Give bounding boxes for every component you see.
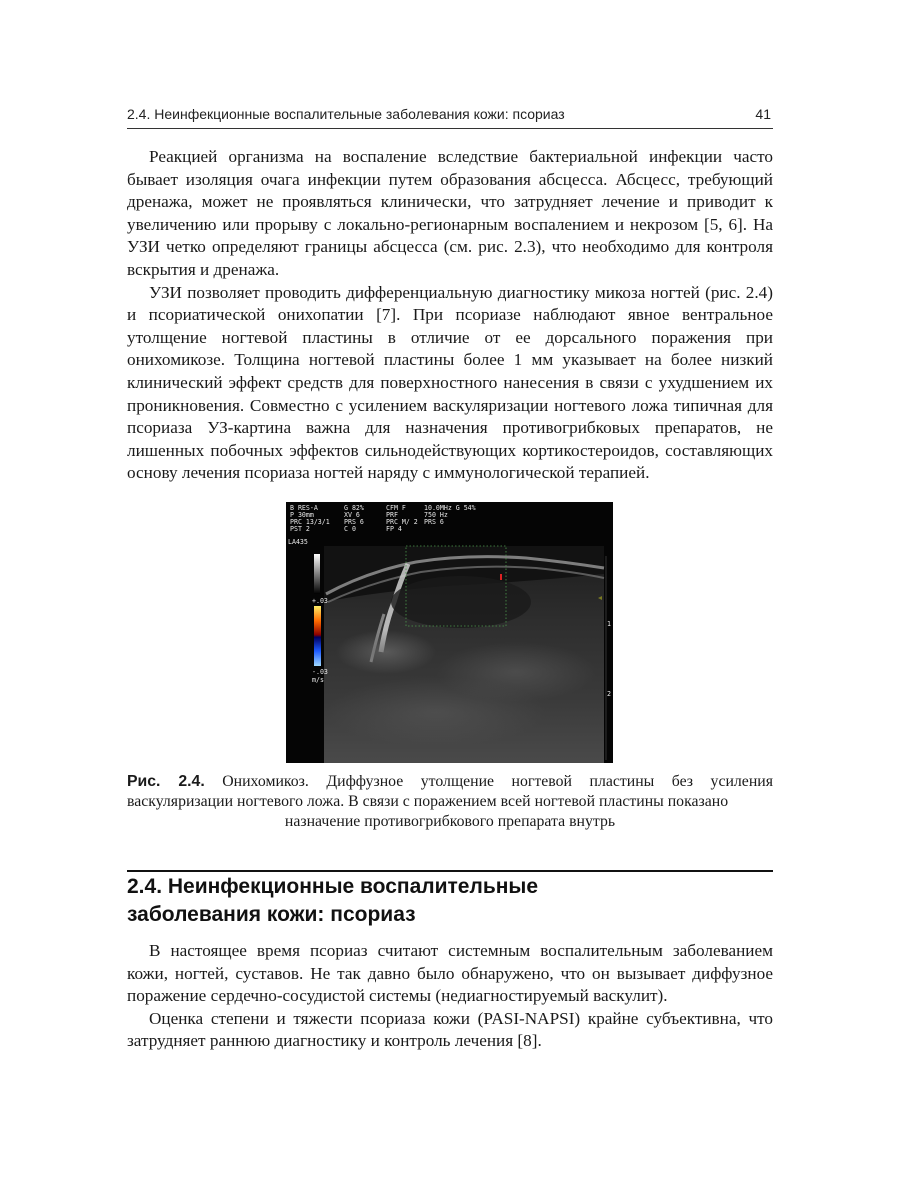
overlay-line: C 0 [344,525,356,533]
ultrasound-scan [286,502,613,763]
section-title-line: 2.4. Неинфекционные воспалительные [127,875,539,898]
scale-top-label: +.03 [312,597,328,605]
paragraph: УЗИ позволяет проводить дифференциальную диагностику микоза ногтей (рис. 2.4) и псориатической онихопатии [7]. При псориазе наблюдают явное вентральное утолщение ногтевой пластины в отличие от ее дорсального поражения при онихомикозе. Толщина ногтевой пластины более 1 мм указывает на более низкий клинический эффект средств для поверхностного нанесения в связи с ухудшением их проникновения. Совместно с усилением васкуляризации ногтевого ложа типичная для псориаза УЗ-картина важна для назначения противогрибковых препаратов, не лишенных побочных эффектов сильнодействующих кортикостероидов, составляющих основу лечения псориаза ногтей наряду с иммунологической терапией. [127,282,773,483]
overlay-line: PRS 6 [344,518,364,526]
section-rule [127,870,773,872]
page-number: 41 [755,106,771,122]
depth-mark: 2 [607,690,611,698]
overlay-line: P 30mm [290,511,314,519]
body-text-top [127,146,773,485]
ultrasound-image [286,502,613,763]
paragraph: В настоящее время псориаз считают системным воспалительным заболеванием кожи, ногтей, суставов. Не так давно было обнаружено, что он вызывает диффузное поражение сердечно-сосудистой системы (недиагностируемый васкулит). [127,941,773,1006]
header-rule [127,128,773,129]
overlay-line: XV 6 [344,511,360,519]
scale-unit-label: m/s [312,676,324,684]
depth-mark: 1 [607,620,611,628]
caption-text-last: назначение противогрибкового препарата внутрь [284,813,616,830]
body-text-bottom [127,940,773,1053]
overlay-line: PST 2 [290,525,310,533]
grayscale-bar [314,554,320,594]
overlay-line: 10.0MHz G 54% [424,504,476,512]
section-title-line: заболевания кожи: псориаз [127,903,416,926]
overlay-line: 750 Hz [424,511,448,519]
running-head [127,106,773,122]
overlay-line: FP 4 [386,525,402,533]
overlay-line: PRS 6 [424,518,444,526]
probe-label: LA435 [288,538,308,546]
overlay-line: PRF [386,511,398,519]
scale-bottom-label: -.03 [312,668,328,676]
color-velocity-bar [314,606,321,666]
overlay-line: PRC 13/3/1 [290,518,330,526]
overlay-line: B RES-A [290,504,318,512]
caption-label: Рис. 2.4. [127,773,205,790]
overlay-line: CFM F [386,504,406,512]
paragraph: Реакцией организма на воспаление вследствие бактериальной инфекции часто бывает изоляция очага инфекции путем образования абсцесса. Абсцесс, требующий дренажа, может не проявляться клинически, что затрудняет лечение и приводит к увеличению или прорыву с локально-регионарным воспалением и некрозом [5, 6]. На УЗИ четко определяют границы абсцесса (см. рис. 2.3), что необходимо для контроля вскрытия и дренажа. [127,147,773,279]
paragraph: Оценка степени и тяжести псориаза кожи (PASI-NAPSI) крайне субъективна, что затрудняет раннюю диагностику и контроль лечения [8]. [127,1008,773,1051]
running-title: 2.4. Неинфекционные воспалительные заболевания кожи: псориаз [127,106,565,122]
overlay-line: PRC M/ 2 [386,518,418,526]
figure-caption [127,772,773,832]
caption-text: Онихомикоз. Диффузное утолщение ногтевой пластины без усиления васкуляризации ногтевого ложа. В связи с поражением всей ногтевой пластины показано [127,773,773,810]
overlay-line: G 82% [344,504,364,512]
doppler-signal [500,574,502,580]
section-title [127,873,773,929]
